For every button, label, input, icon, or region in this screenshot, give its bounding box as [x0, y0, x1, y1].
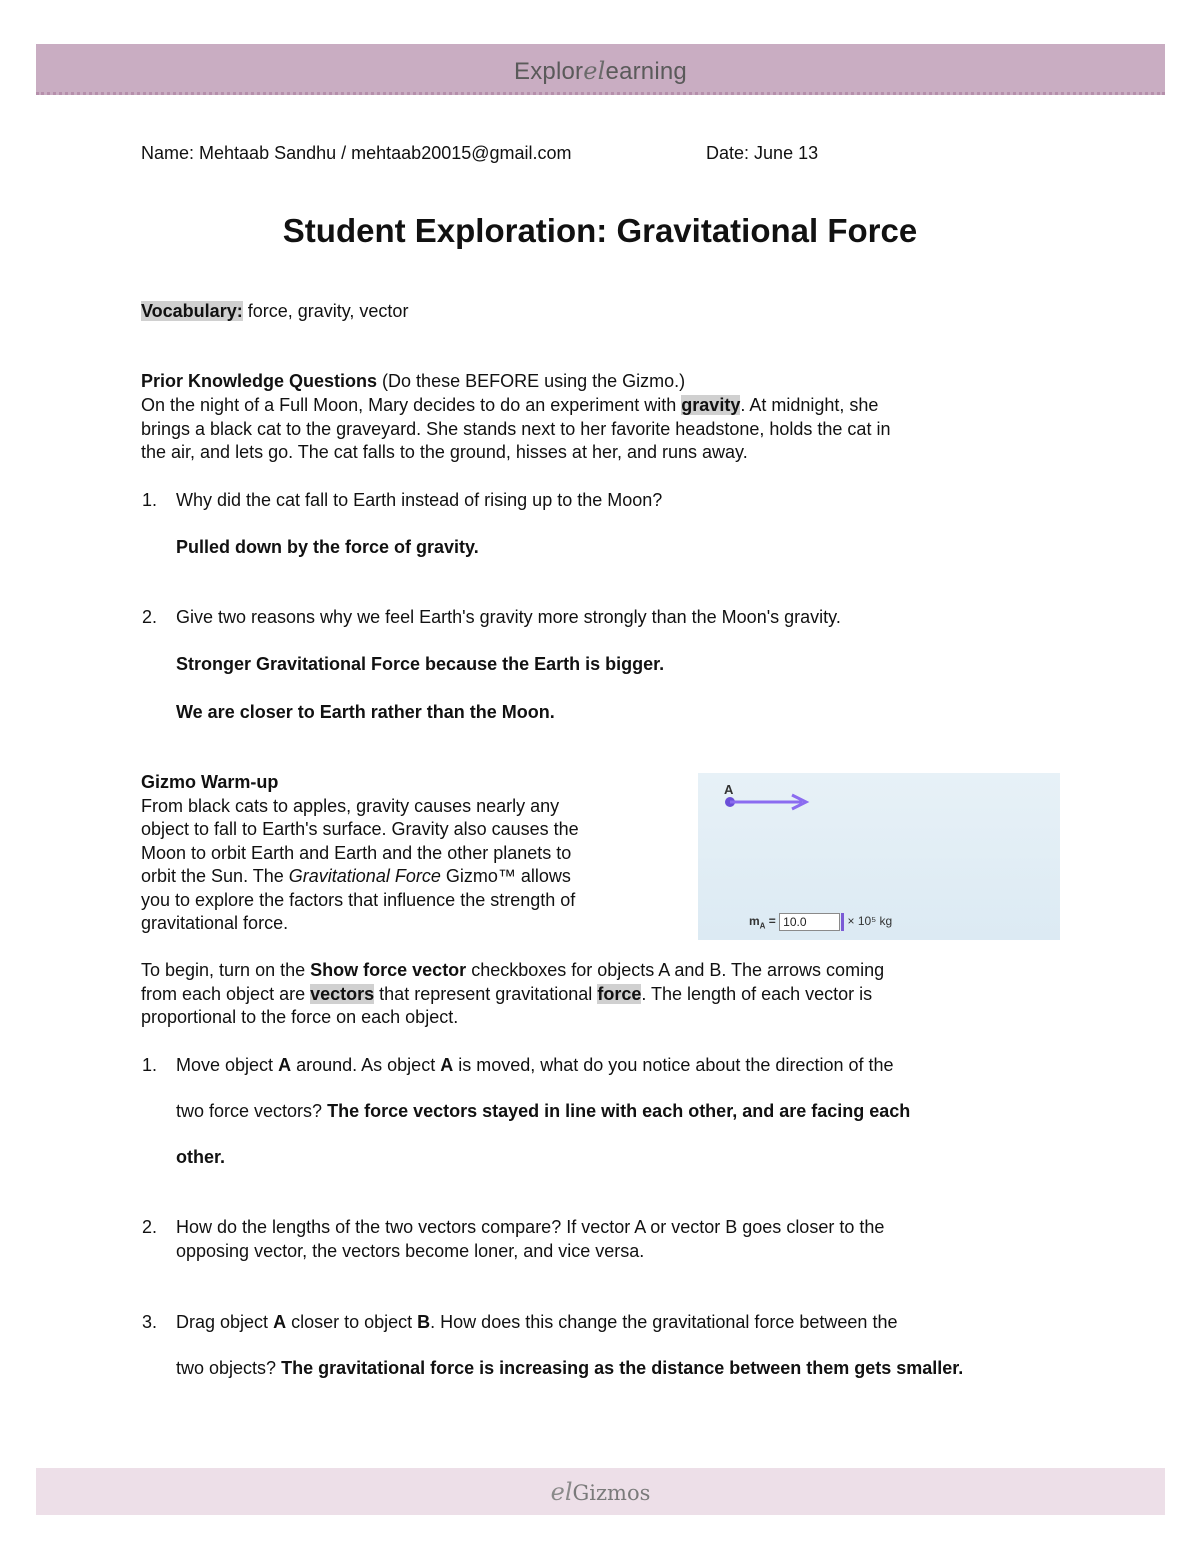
logo-el-mark: el	[583, 57, 606, 85]
answer-text: The gravitational force is increasing as the distance between them gets smaller.	[281, 1358, 964, 1378]
warmup-line: object to fall to Earth's surface. Gravity also causes the	[141, 819, 579, 839]
mass-equals: =	[768, 914, 776, 929]
footer-band	[36, 1468, 1165, 1515]
q-text: two objects?	[176, 1358, 277, 1378]
object-b-ref: B	[417, 1312, 431, 1332]
name-value: Mehtaab Sandhu / mehtaab20015@gmail.com	[199, 143, 572, 163]
mass-unit: × 10⁵ kg	[847, 914, 893, 929]
mass-subscript: A	[759, 921, 766, 931]
date-label: Date:	[706, 143, 750, 163]
object-a-label: A	[724, 782, 734, 797]
begin-line3: proportional to the force on each object.	[141, 1007, 459, 1027]
vocab-term-vectors: vectors	[310, 984, 375, 1004]
warmup-line: gravitational force.	[141, 913, 289, 933]
begin-text: checkboxes for objects A and B. The arrows coming	[471, 960, 885, 980]
mass-slider-handle	[841, 913, 844, 931]
begin-text: . The length of each vector is	[641, 984, 873, 1004]
question-text	[176, 1054, 894, 1078]
warmup-line	[141, 865, 571, 889]
answer-text: We are closer to Earth rather than the Moon.	[176, 702, 555, 722]
answer-text: Stronger Gravitational Force because the Earth is bigger.	[176, 654, 665, 674]
logo-text-part2: earning	[605, 58, 687, 85]
force-vector-arrow-icon	[724, 793, 814, 811]
prior-heading-note: (Do these BEFORE using the Gizmo.)	[382, 371, 686, 391]
question-number: 1.	[142, 1055, 158, 1075]
question-text: How do the lengths of the two vectors compare? If vector A or vector B goes closer to the	[176, 1217, 885, 1237]
mass-label: m	[749, 914, 760, 929]
begin-text: that represent gravitational	[379, 984, 593, 1004]
q-text: closer to object	[291, 1312, 413, 1332]
answer-text: Pulled down by the force of gravity.	[176, 537, 479, 557]
prior-knowledge-heading	[141, 370, 685, 394]
prior-intro-line3: the air, and lets go. The cat falls to the ground, hisses at her, and runs away.	[141, 442, 748, 462]
prior-intro-line2: brings a black cat to the graveyard. She stands next to her favorite headstone, holds the cat in	[141, 419, 891, 439]
warmup-line4-after: Gizmo™ allows	[445, 866, 571, 886]
vocab-term-gravity: gravity	[681, 395, 741, 415]
gizmo-name-italic: Gravitational Force	[288, 866, 441, 886]
vocabulary-line	[141, 300, 408, 324]
begin-text: from each object are	[141, 984, 306, 1004]
begin-line1	[141, 959, 884, 983]
question-number: 3.	[142, 1312, 158, 1332]
begin-text: To begin, turn on the	[141, 960, 306, 980]
question-text-line2	[176, 1357, 963, 1381]
warmup-line: Moon to orbit Earth and Earth and the other planets to	[141, 843, 572, 863]
warmup-line: From black cats to apples, gravity causes nearly any	[141, 796, 560, 816]
question-number: 2.	[142, 607, 158, 627]
vocab-term-force: force	[597, 984, 642, 1004]
gizmo-screenshot	[698, 773, 1060, 940]
question-number: 1.	[142, 490, 158, 510]
warmup-heading-text: Gizmo Warm-up	[141, 772, 279, 792]
vocabulary-terms: force, gravity, vector	[247, 301, 409, 321]
page-title: Student Exploration: Gravitational Force	[282, 212, 918, 249]
q-text: two force vectors?	[176, 1101, 323, 1121]
object-a-ref: A	[278, 1055, 292, 1075]
show-force-vector-term: Show force vector	[310, 960, 467, 980]
object-a-ref: A	[273, 1312, 287, 1332]
prior-intro-line1	[141, 394, 878, 418]
mass-a-input: 10.0	[779, 913, 840, 931]
question-number: 2.	[142, 1217, 158, 1237]
intro-text: On the night of a Full Moon, Mary decides to do an experiment with	[141, 395, 677, 415]
question-text: Why did the cat fall to Earth instead of rising up to the Moon?	[176, 490, 663, 510]
answer-text: opposing vector, the vectors become loner, and vice versa.	[176, 1241, 645, 1261]
date-line	[706, 142, 818, 166]
warmup-heading	[141, 771, 278, 795]
vocabulary-label: Vocabulary:	[141, 301, 243, 321]
begin-line2	[141, 983, 872, 1007]
q-text: is moved, what do you notice about the direction of the	[458, 1055, 894, 1075]
q-text: Drag object	[176, 1312, 269, 1332]
gizmos-logo	[36, 1478, 1165, 1506]
question-text	[176, 1311, 897, 1335]
name-label: Name:	[141, 143, 195, 163]
q-text: around. As object	[296, 1055, 436, 1075]
object-a-ref: A	[440, 1055, 454, 1075]
gizmos-el-badge-icon: el	[550, 1478, 573, 1506]
name-line	[141, 142, 572, 166]
warmup-line4-before: orbit the Sun. The	[141, 866, 284, 886]
intro-text-after: . At midnight, she	[740, 395, 879, 415]
logo-text-part1: Explor	[514, 58, 584, 85]
q-text: Move object	[176, 1055, 274, 1075]
gizmos-logo-text: Gizmos	[572, 1481, 651, 1505]
header-band	[36, 44, 1165, 95]
question-text: Give two reasons why we feel Earth's gravity more strongly than the Moon's gravity.	[176, 607, 841, 627]
prior-heading-text: Prior Knowledge Questions	[141, 371, 378, 391]
answer-text: The force vectors stayed in line with each other, and are facing each	[327, 1101, 911, 1121]
explorelearning-logo	[36, 57, 1165, 86]
question-text-line2	[176, 1100, 910, 1124]
q-text: . How does this change the gravitational force between the	[430, 1312, 898, 1332]
warmup-line: you to explore the factors that influence the strength of	[141, 890, 576, 910]
date-value: June 13	[754, 143, 819, 163]
mass-input-row	[749, 913, 892, 931]
answer-text: other.	[176, 1147, 226, 1167]
